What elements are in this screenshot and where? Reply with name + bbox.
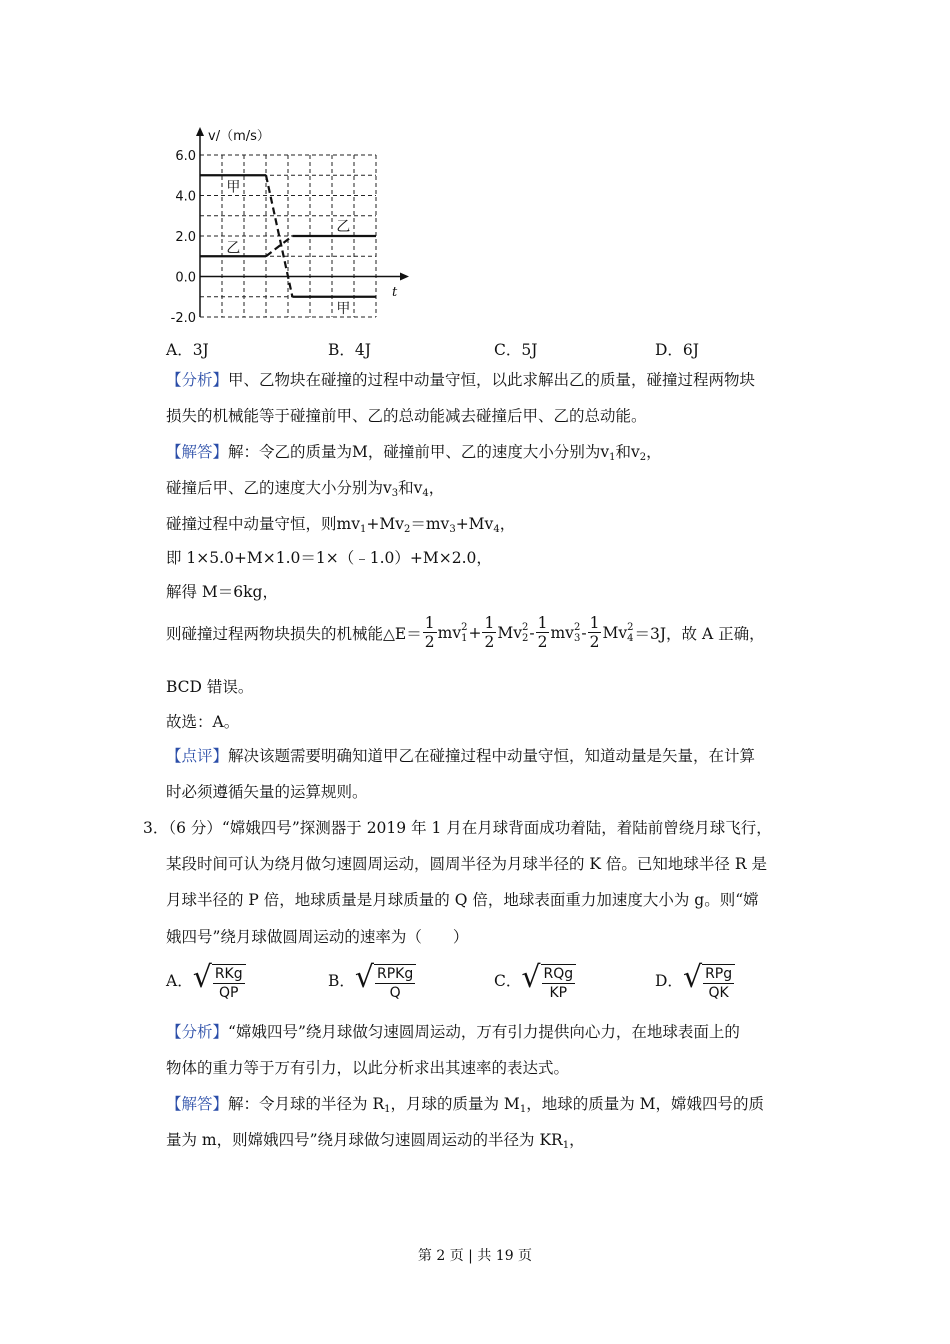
q3-analysis-line-1: 【分析】“嫦娥四号”绕月球做匀速圆周运动，万有引力提供向心力，在地球表面上的 — [166, 1023, 740, 1041]
q2-analysis-line-2: 损失的机械能等于碰撞前甲、乙的总动能减去碰撞后甲、乙的总动能。 — [166, 407, 647, 425]
q3-analysis-line-2: 物体的重力等于万有引力，以此分析求出其速率的表达式。 — [166, 1059, 570, 1077]
x-axis-arrow — [400, 273, 409, 281]
label-jia-after: 甲 — [336, 300, 351, 317]
energy-loss-equation: 则碰撞过程两物块损失的机械能△E＝ $\frac{1}{2}$ mv 2 1 + $\frac{1}{2}$ Mv 2 2 - $\frac{1}{2}$ mv 2 3 - $\frac{1}{2}$ Mv 2 4 ＝3J，故 A 正确， — [166, 614, 765, 651]
q3-stem-line-4: 娥四号”绕月球做圆周运动的速率为（ ） — [166, 928, 469, 946]
analysis-tag: 【分析】 — [166, 371, 229, 389]
q2-option-b: B．4J — [328, 341, 371, 359]
answer-tag: 【解答】 — [166, 1095, 229, 1113]
q2-option-a: A．3J — [166, 341, 209, 359]
label-yi-after: 乙 — [336, 219, 351, 235]
q2-answer-line-8: 故选：A。 — [166, 713, 240, 731]
y-tick-label: 0.0 — [175, 270, 196, 286]
q2-answer-line-3: 碰撞过程中动量守恒，则$mv_1+Mv_2=mv_3+Mv_4$， — [166, 515, 516, 535]
q2-option-d: D．6J — [655, 341, 700, 359]
label-yi-before: 乙 — [226, 240, 241, 257]
q2-answer-line-1: 【解答】解：令乙的质量为M，碰撞前甲、乙的速度大小分别为$v_1$和$v_2$， — [166, 443, 662, 463]
q2-comment-line-1: 【点评】解决该题需要明确知道甲乙在碰撞过程中动量守恒，知道动量是矢量，在计算 — [166, 747, 756, 765]
comment-tag: 【点评】 — [166, 747, 229, 765]
label-jia-before: 甲 — [226, 179, 241, 196]
q3-stem-line-1: 3．（6 分）“嫦娥四号”探测器于 2019 年 1 月在月球背面成功着陆，着陆前曾绕月球飞行， — [143, 819, 772, 837]
page-footer: 第 2 页 | 共 19 页 — [417, 1248, 533, 1264]
q3-answer-line-1: 【解答】解：令月球的半径为 $R_1$，月球的质量为 $M_1$，地球的质量为 M，嫦娥四号的质 — [166, 1095, 764, 1115]
analysis-tag: 【分析】 — [166, 1023, 229, 1041]
q2-answer-line-4: 即 1×5.0+M×1.0＝1×（﹣1.0）+M×2.0， — [166, 549, 492, 567]
y-axis-arrow — [196, 127, 204, 136]
q3-stem-line-2: 某段时间可认为绕月做匀速圆周运动，圆周半径为月球半径的 K 倍。已知地球半径 R 是 — [166, 855, 767, 873]
q3-option-a: A． √ $\frac{\text{RKg}}{QP}$ — [166, 958, 246, 1002]
y-axis-label: v/（m/s） — [208, 129, 270, 144]
velocity-time-chart — [160, 122, 420, 327]
q3-answer-line-2: 量为 m，则嫦娥四号”绕月球做匀速圆周运动的半径为 $KR_1$， — [166, 1131, 585, 1151]
q3-option-c: C． √ $\frac{\text{RQg}}{KP}$ — [494, 958, 576, 1002]
q2-answer-line-5: 解得 M＝6kg， — [166, 583, 278, 601]
q2-answer-line-2: 碰撞后甲、乙的速度大小分别为$v_3$和$v_4$， — [166, 479, 445, 499]
q2-answer-line-7: BCD 错误。 — [166, 678, 254, 696]
q2-analysis-line-1: 【分析】甲、乙物块在碰撞的过程中动量守恒，以此求解出乙的质量，碰撞过程两物块 — [166, 371, 756, 389]
q2-comment-line-2: 时必须遵循矢量的运算规则。 — [166, 783, 368, 801]
q3-option-d: D． √ $\frac{\text{RPg}}{QK}$ — [655, 958, 735, 1002]
y-tick-label: -2.0 — [170, 311, 196, 326]
answer-tag: 【解答】 — [166, 443, 229, 461]
q3-option-b: B． √ $\frac{\text{RPKg}}{Q}$ — [328, 958, 416, 1002]
y-tick-label: 4.0 — [175, 189, 196, 205]
y-tick-label: 2.0 — [175, 230, 196, 245]
q2-option-c: C．5J — [494, 341, 538, 359]
y-tick-label: 6.0 — [175, 149, 196, 164]
x-axis-label: t — [392, 285, 398, 300]
q3-number: 3． — [143, 819, 169, 837]
q3-stem-line-3: 月球半径的 P 倍，地球质量是月球质量的 Q 倍，地球表面重力加速度大小为 g。则“嫦 — [166, 891, 759, 909]
